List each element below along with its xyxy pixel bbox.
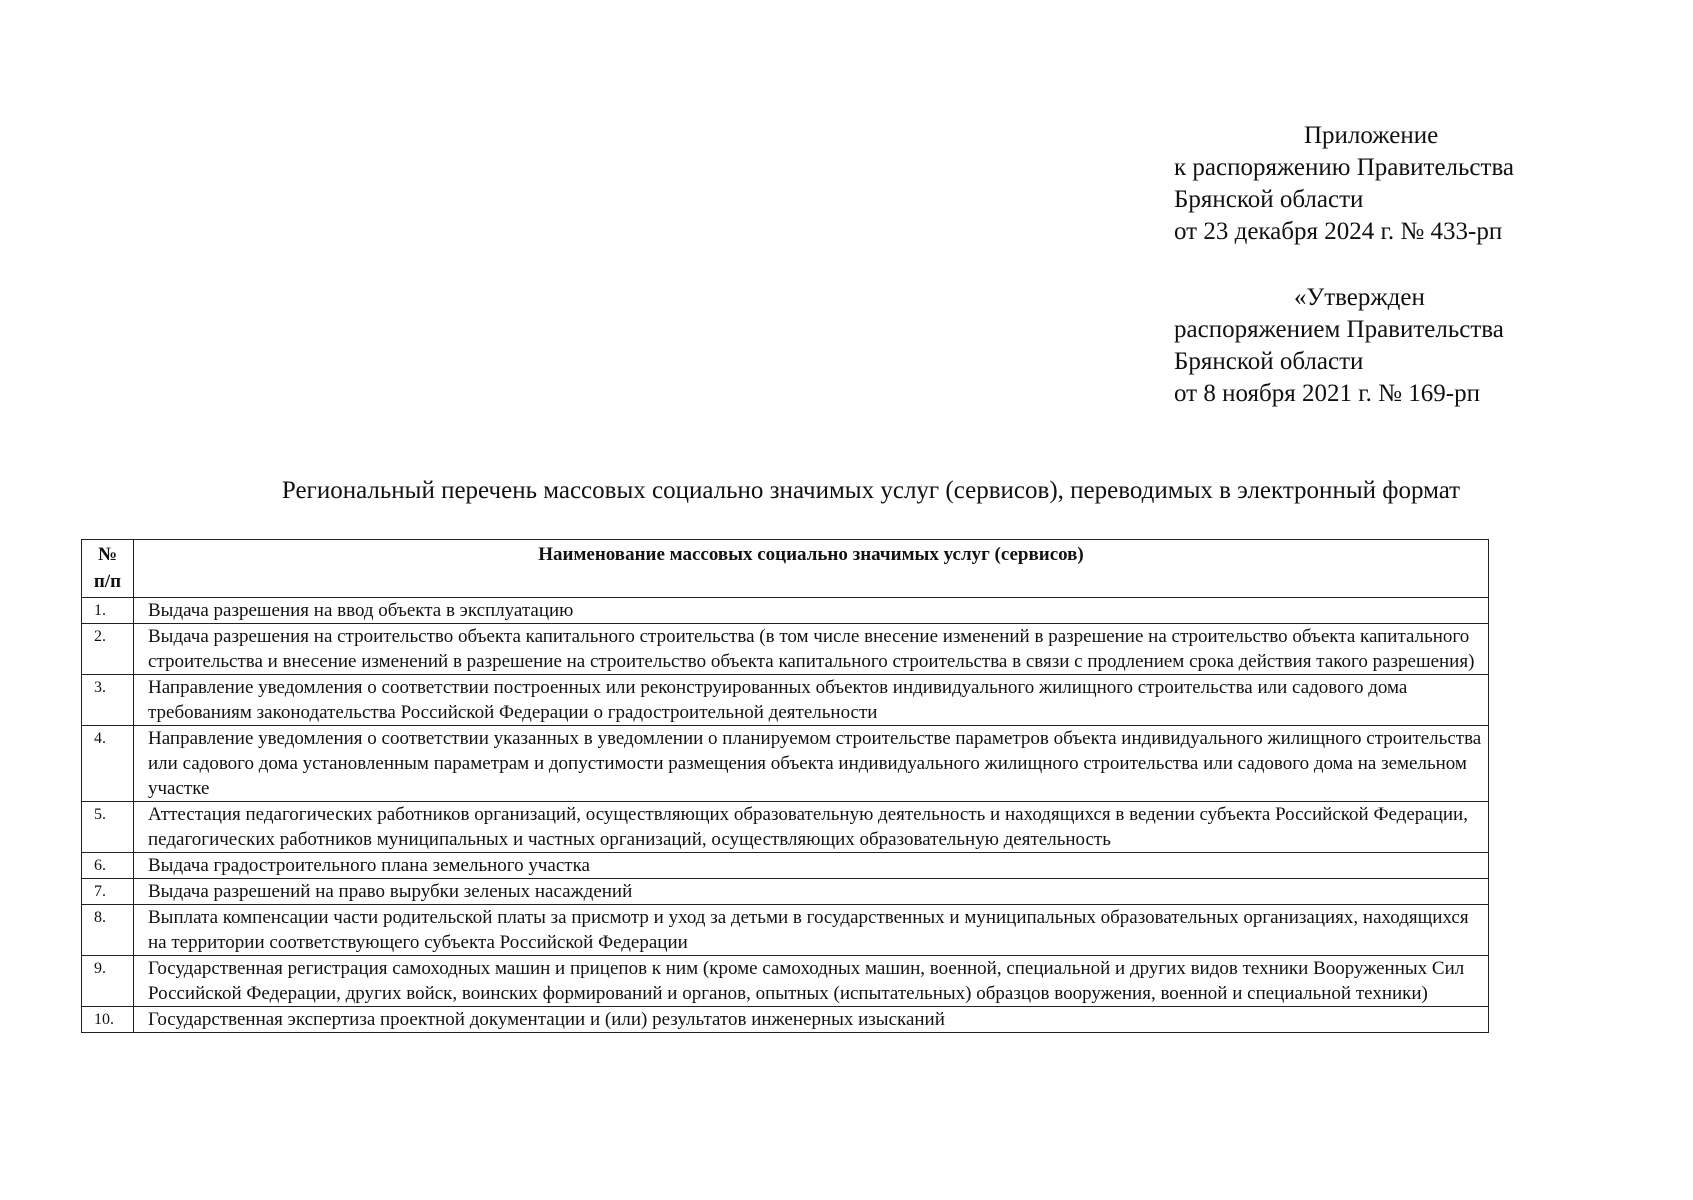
table-row <box>82 853 1489 879</box>
row-number: 4. <box>82 726 134 802</box>
row-number: 3. <box>82 675 134 726</box>
header-number-abbrev: п/п <box>93 571 122 592</box>
table-row <box>82 956 1489 1007</box>
approved-line-1: распоряжением Правительства <box>1174 316 1504 343</box>
service-name: Выдача разрешения на ввод объекта в эксплуатацию <box>134 598 1489 624</box>
row-number: 2. <box>82 624 134 675</box>
table-row <box>82 624 1489 675</box>
service-name: Выдача градостроительного плана земельного участка <box>134 853 1489 879</box>
approved-date-number: от 8 ноября 2021 г. № 169-рп <box>1174 380 1480 407</box>
table-row <box>82 1007 1489 1033</box>
table-row <box>82 802 1489 853</box>
table-row <box>82 675 1489 726</box>
spacer <box>1174 248 1514 282</box>
annex-date-number: от 23 декабря 2024 г. № 433-рп <box>1174 218 1503 245</box>
approved-line-2: Брянской области <box>1174 348 1364 375</box>
document-title: Региональный перечень массовых социально значимых услуг (сервисов), переводимых в электронный формат <box>281 477 1461 504</box>
row-number: 1. <box>82 598 134 624</box>
annex-line-1: к распоряжению Правительства <box>1174 154 1515 181</box>
header-service-name: Наименование массовых социально значимых услуг (сервисов) <box>134 540 1489 598</box>
row-number: 8. <box>82 905 134 956</box>
annex-block <box>1174 120 1514 410</box>
service-name: Выдача разрешения на строительство объекта капитального строительства (в том числе внесение изменений в разрешение на строительство объекта капитального строительства и внесение изменений в разрешение на строительство объекта капитального строительства в связи с продлением срока действия такого разрешения) <box>134 624 1489 675</box>
header-number <box>82 540 134 598</box>
row-number: 5. <box>82 802 134 853</box>
table-row <box>82 598 1489 624</box>
table-row <box>82 726 1489 802</box>
service-name: Государственная экспертиза проектной документации и (или) результатов инженерных изысканий <box>134 1007 1489 1033</box>
row-number: 6. <box>82 853 134 879</box>
service-name: Направление уведомления о соответствии построенных или реконструированных объектов индивидуального жилищного строительства или садового дома требованиям законодательства Российской Федерации о градостроительной деятельности <box>134 675 1489 726</box>
annex-line-2: Брянской области <box>1174 186 1364 213</box>
service-name: Аттестация педагогических работников организаций, осуществляющих образовательную деятельность и находящихся в ведении субъекта Российской Федерации, педагогических работников муниципальных и частных организаций, осуществляющих образовательную деятельность <box>134 802 1489 853</box>
approved-title: «Утвержден <box>1294 284 1425 311</box>
service-name: Выдача разрешений на право вырубки зеленых насаждений <box>134 879 1489 905</box>
service-name: Направление уведомления о соответствии указанных в уведомлении о планируемом строительстве параметров объекта индивидуального жилищного строительства или садового дома установленным параметрам и допустимости размещения объекта индивидуального жилищного строительства или садового дома на земельном участке <box>134 726 1489 802</box>
service-name: Государственная регистрация самоходных машин и прицепов к ним (кроме самоходных машин, военной, специальной и других видов техники Вооруженных Сил Российской Федерации, других войск, воинских формирований и органов, опытных (испытательных) образцов вооружения, военной и специальной техники) <box>134 956 1489 1007</box>
row-number: 9. <box>82 956 134 1007</box>
services-table <box>81 539 1489 1033</box>
annex-title: Приложение <box>1304 122 1439 149</box>
table-body <box>82 598 1489 1033</box>
table-header-row <box>82 540 1489 598</box>
row-number: 10. <box>82 1007 134 1033</box>
service-name: Выплата компенсации части родительской платы за присмотр и уход за детьми в государственных и муниципальных образовательных организациях, находящихся на территории соответствующего субъекта Российской Федерации <box>134 905 1489 956</box>
table-row <box>82 879 1489 905</box>
table-row <box>82 905 1489 956</box>
row-number: 7. <box>82 879 134 905</box>
header-number-symbol: № <box>97 544 118 565</box>
